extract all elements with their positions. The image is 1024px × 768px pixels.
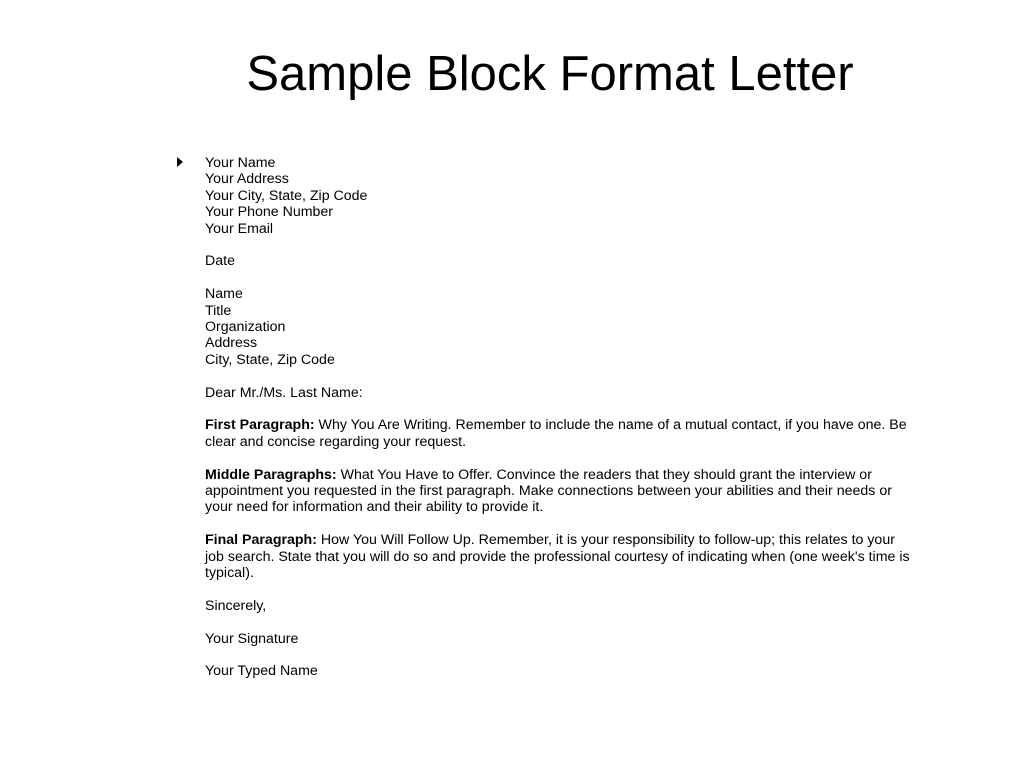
sender-email: Your Email	[205, 220, 274, 237]
middle-paragraphs	[205, 467, 917, 516]
recipient-address: Address	[205, 335, 258, 352]
recipient-organization: Organization	[205, 319, 286, 336]
middle-paragraphs-text: What You Have to Offer. Convince the readers that they should grant the interview or appointment you requested in the first paragraph. Make connections between your abilities and their needs or your need for information and their ability to provide it.	[205, 466, 892, 516]
letter-date: Date	[205, 253, 235, 270]
typed-name: Your Typed Name	[205, 663, 318, 680]
recipient-city: City, State, Zip Code	[205, 351, 335, 368]
recipient-title: Title	[205, 302, 232, 319]
signature: Your Signature	[205, 630, 299, 647]
letter-body	[205, 155, 917, 680]
salutation: Dear Mr./Ms. Last Name:	[205, 384, 363, 401]
sender-phone: Your Phone Number	[205, 204, 334, 221]
first-paragraph-label: First Paragraph:	[205, 417, 315, 434]
final-paragraph-text: How You Will Follow Up. Remember, it is your responsibility to follow-up; this relates to your job search. State that you will do so and provide the professional courtesy of indicating when (one week's time is typical).	[205, 532, 910, 582]
sender-city: Your City, State, Zip Code	[205, 187, 368, 204]
final-paragraph	[205, 532, 917, 581]
recipient-name: Name	[205, 286, 243, 303]
bullet-arrow-icon	[177, 157, 183, 167]
final-paragraph-label: Final Paragraph:	[205, 532, 317, 549]
closing: Sincerely,	[205, 597, 267, 614]
first-paragraph	[205, 417, 917, 450]
first-paragraph-text: Why You Are Writing. Remember to include the name of a mutual contact, if you have one. Be clear and concise regarding your request.	[205, 417, 907, 450]
slide-title: Sample Block Format Letter	[246, 47, 854, 101]
sender-address: Your Address	[205, 171, 289, 188]
sender-name: Your Name	[205, 155, 276, 171]
middle-paragraphs-label: Middle Paragraphs:	[205, 466, 337, 483]
